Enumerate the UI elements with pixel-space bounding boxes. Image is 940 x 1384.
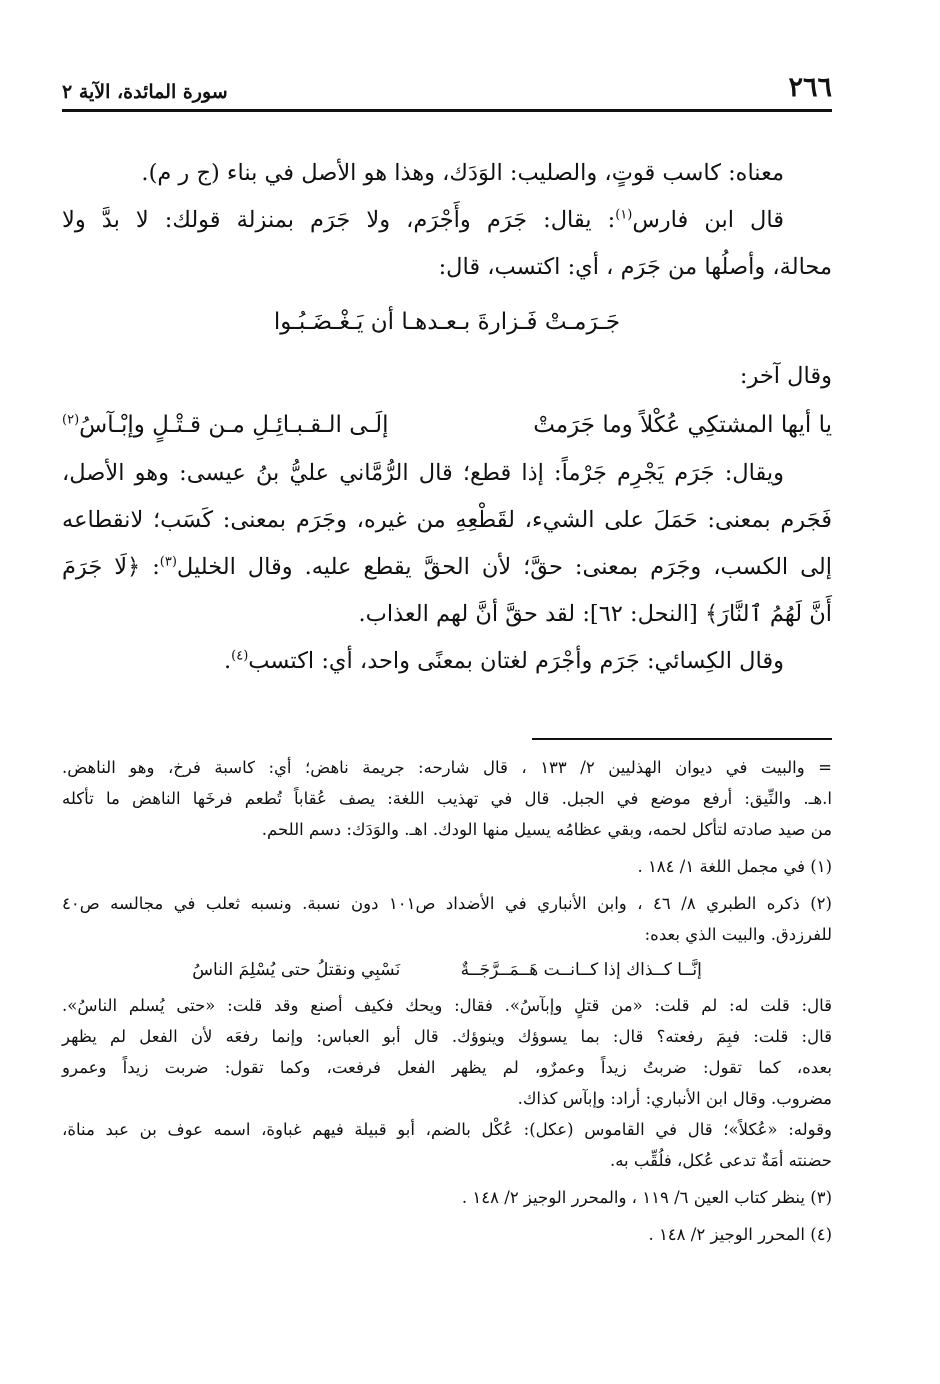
hemistich-right: يا أيها المشتكِي عُكْلاً وما جَرَمتْ (533, 412, 832, 438)
footnote-line: من صيد صادته لتأكل لحمه، وبقي عظامُه يسيل منها الودك. اهـ. والوَدَك: دسم اللحم. (261, 820, 832, 839)
footnotes (62, 752, 832, 1250)
text-line: محالة، وأصلُها من جَرَم ، أي: اكتسب، قال: (438, 254, 832, 280)
text-line: وقال آخر: (739, 363, 832, 389)
poetry-couplet (62, 400, 832, 450)
footnote-4: (٤) المحرر الوجيز ٢/ ١٤٨ . (648, 1225, 832, 1244)
footnote-ref: (٣) (159, 554, 177, 570)
surah-title: سورة المائدة، الآية ٢ (62, 81, 228, 103)
text-line: وقال الكِسائي: جَرَم وأجْرَم لغتان بمعنًى واحد، أي: اكتسب$^{(٤)}$. (223, 648, 784, 674)
hemistich-right: إنَّــا كــذاك إذا كــانــت هَــمَــرَّجَــةٌ (460, 960, 702, 980)
footnote-line: حضنته أمَةٌ تدعى عُكل، فلُقِّب به. (609, 1151, 832, 1170)
footnote-divider (532, 738, 832, 740)
hemistich-left: نَسْبِي ونقتلُ حتى يُسْلِمَ الناسُ (192, 960, 401, 980)
footnote-1: (١) في مجمل اللغة ١/ ١٨٤ . (637, 857, 832, 876)
footnote-ref: (٤) (231, 648, 249, 664)
text-line: أَنَّ لَهُمُ ٱلنَّارَ﴾ [النحل: ٦٢]: لقد حقَّ أنَّ لهم العذاب. (358, 601, 832, 627)
page-number: ٢٦٦ (788, 72, 832, 103)
footnote-line: = والبيت في ديوان الهذليين ٢/ ١٣٣ ، قال شارحه: جريمة ناهض؛ أي: كاسبة فرخ، وهو الناهض. (62, 758, 832, 777)
footnote-3: (٣) ينظر كتاب العين ٦/ ١١٩ ، والمحرر الوجيز ٢/ ١٤٨ . (461, 1188, 832, 1207)
footnote-line: مضروب. وقال ابن الأنباري: أراد: وإبآس كذاك. (517, 1089, 832, 1108)
hemistich-left: إلَـى الـقـبـائِـلِ مـن قـتْـلٍ وإبْـآسُ$^{(٢)}$ (62, 412, 389, 438)
footnote-2: (٢) ذكره الطبري ٨/ ٤٦ ، وابن الأنباري في الأضداد ص١٠١ دون نسبة. ونسبه ثعلب في مجالسه ص٤٠ (62, 894, 832, 913)
footnote-line: وقوله: «عُكلاً»؛ قال في القاموس (عكل): عُكْل بالضم، أبو قبيلة فيهم غباوة، اسمه عوف بن عبد مناة، (62, 1120, 832, 1139)
footnote-line: قال: قلت له: لم قلت: «من قتلٍ وإبآسُ». فقال: ويحك فكيف أصنع وقد قلت: «حتى يُسلم الناسُ». (62, 996, 832, 1015)
text-line: فَجَرم بمعنى: حَمَلَ على الشيء، لقَطْعِهِ من غيره، وجَرَم بمعنى: كَسَب؛ لانقطاعه (62, 507, 832, 533)
main-text (62, 150, 832, 685)
footnote-ref: (٢) (62, 412, 80, 428)
text-line: ويقال: جَرَم يَجْرِم جَرْماً: إذا قطع؛ قال الرُّمَّاني عليُّ بنُ عيسى: وهو الأصل، (62, 460, 784, 486)
footnote-ref: (١) (615, 207, 633, 223)
footnote-line: بعده، كما تقول: ضربتُ زيداً وعمرٌو، لم يظهر الفعل فرفعت، وكما تقول: ضربت زيداً وعمرو (62, 1058, 832, 1077)
footnote-couplet (62, 950, 832, 990)
footnote-line: للفرزدق. والبيت الذي بعده: (644, 925, 832, 944)
footnote-line: قال: قلت: فبِمَ رفعته؟ قال: بما يسوؤك وينوؤك. قال أبو العباس: وإنما رفعَه لأن الفعل لم يظهر (62, 1027, 832, 1046)
text-line: معناه: كاسب قوتٍ، والصليب: الوَدَك، وهذا هو الأصل في بناء (ج ر م). (141, 160, 784, 186)
running-header (62, 72, 832, 112)
poetry-verse: جَـرَمـتْ فَـزارةَ بـعـدهـا أن يَـغْـضَـبُـوا (273, 309, 621, 335)
text-line: قال ابن فارس$^{(١)}$: يقال: جَرَم وأَجْرَم، ولا جَرَم بمنزلة قولك: لا بدَّ ولا (62, 207, 785, 233)
footnote-line: ا.هـ. والنِّيق: أرفع موضع في الجبل. قال في تهذيب اللغة: يصف عُقاباً تُطعم فرخَها الناهض ما تأكله (62, 789, 832, 808)
text-line: إلى الكسب، وجَرَم بمعنى: حقَّ؛ لأن الحقَّ يقطع عليه. وقال الخليل$^{(٣)}$: ﴿لَا جَرَمَ (62, 554, 832, 580)
